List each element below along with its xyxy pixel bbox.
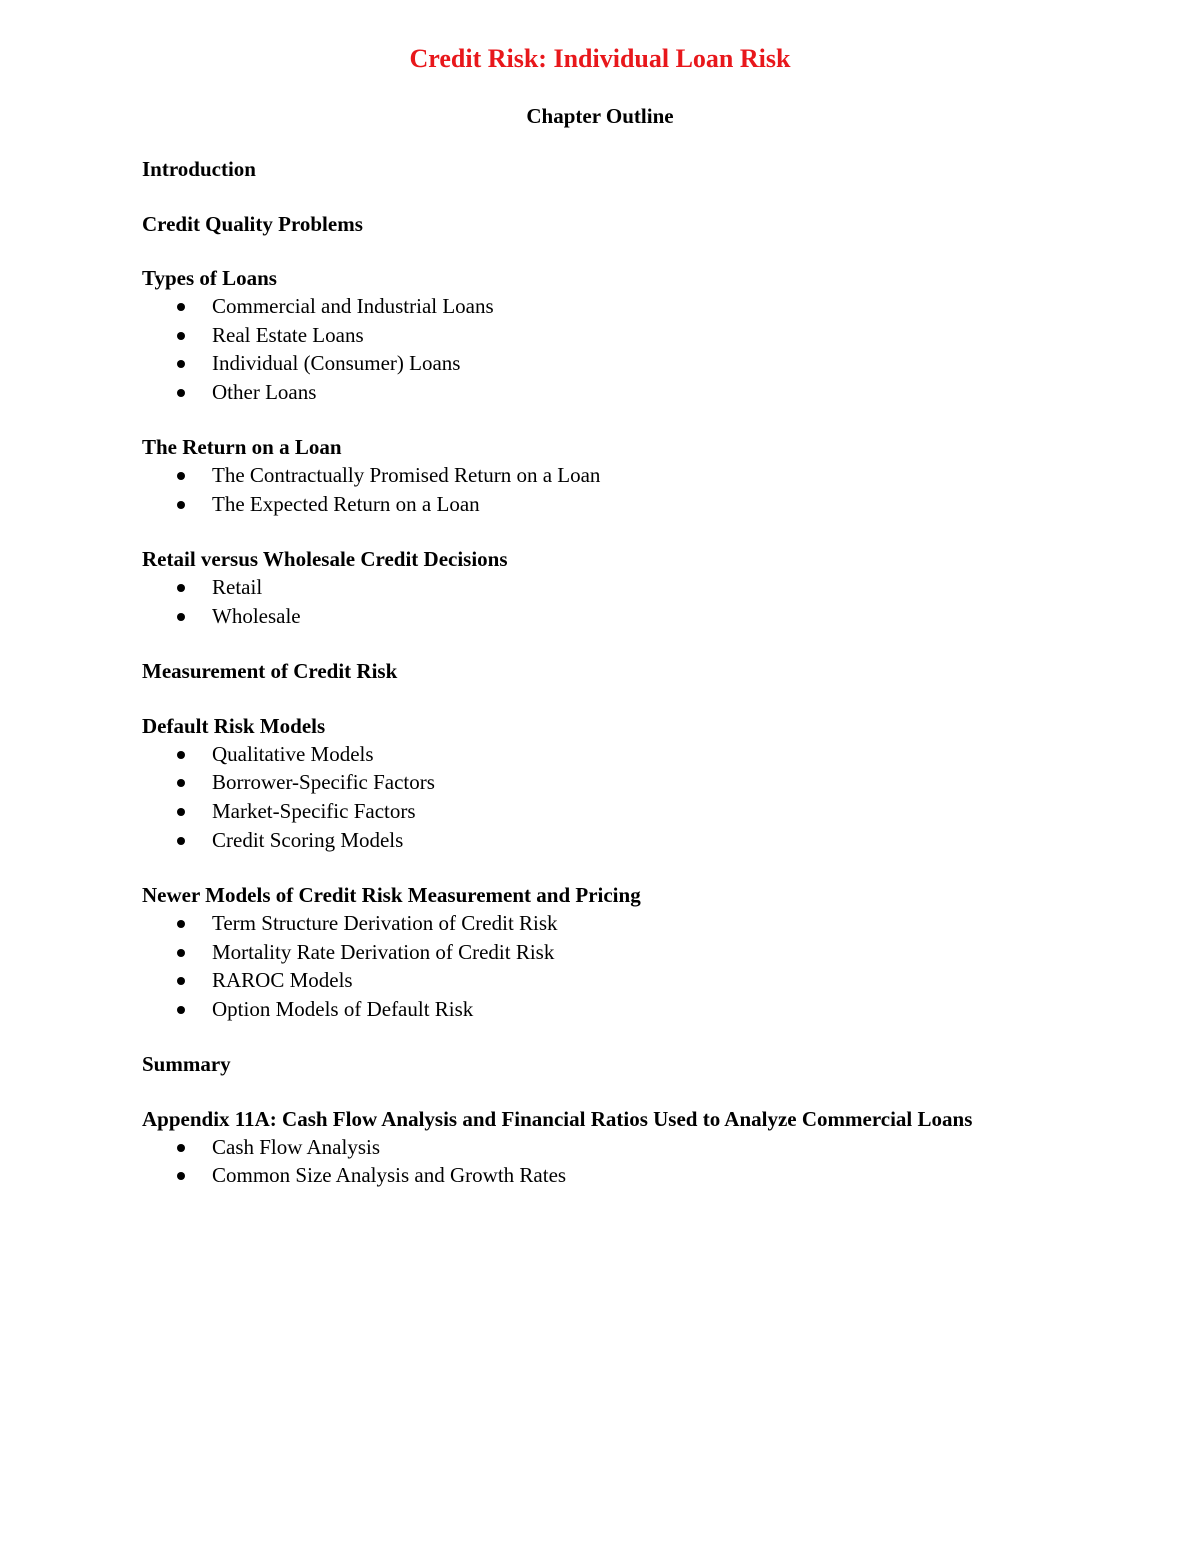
list-item-label: Qualitative Models	[212, 741, 374, 766]
outline-section	[142, 657, 1042, 685]
bullet-icon	[177, 501, 185, 509]
list-item-label: Option Models of Default Risk	[212, 997, 474, 1022]
document-title: Credit Risk: Individual Loan Risk	[409, 44, 791, 73]
list-item	[142, 995, 1042, 1024]
list-item	[142, 321, 1042, 350]
list-item	[142, 602, 1042, 631]
outline-body	[142, 155, 1042, 1217]
list-item	[142, 573, 1042, 602]
list-item	[142, 1161, 1042, 1190]
list-item-label: Other Loans	[212, 380, 317, 405]
outline-section	[142, 1050, 1042, 1078]
section-heading: Types of Loans	[142, 266, 277, 290]
section-heading: Default Risk Models	[142, 713, 326, 738]
list-item	[142, 826, 1042, 855]
outline-section	[142, 545, 1042, 630]
bullet-icon	[177, 360, 185, 368]
bullet-icon	[177, 808, 185, 816]
section-heading: Newer Models of Credit Risk Measurement and Pricing	[142, 882, 641, 907]
outline-section	[142, 1105, 1042, 1190]
list-item-label: Term Structure Derivation of Credit Risk	[212, 910, 558, 935]
bullet-list	[142, 740, 1042, 855]
list-item-label: Retail	[212, 575, 263, 600]
bullet-icon	[177, 920, 185, 928]
list-item	[142, 490, 1042, 519]
bullet-icon	[177, 1006, 185, 1014]
list-item	[142, 938, 1042, 967]
bullet-icon	[177, 613, 185, 621]
outline-section	[142, 155, 1042, 183]
list-item	[142, 909, 1042, 938]
list-item-label: Mortality Rate Derivation of Credit Risk	[212, 939, 555, 964]
bullet-list	[142, 909, 1042, 1024]
bullet-icon	[177, 1144, 185, 1152]
bullet-icon	[177, 389, 185, 397]
bullet-icon	[177, 584, 185, 592]
list-item	[142, 1133, 1042, 1162]
list-item	[142, 349, 1042, 378]
outline-section	[142, 712, 1042, 855]
section-heading: Retail versus Wholesale Credit Decisions	[142, 547, 508, 572]
list-item	[142, 797, 1042, 826]
section-heading: Measurement of Credit Risk	[142, 659, 398, 684]
list-item-label: Real Estate Loans	[212, 322, 364, 347]
list-item-label: Cash Flow Analysis	[212, 1134, 381, 1159]
bullet-list	[142, 1133, 1042, 1190]
outline-section	[142, 210, 1042, 238]
bullet-icon	[177, 949, 185, 957]
list-item-label: Market-Specific Factors	[212, 799, 416, 824]
list-item-label: The Contractually Promised Return on a Loan	[212, 463, 601, 488]
list-item-label: Wholesale	[212, 603, 301, 628]
list-item-label: The Expected Return on a Loan	[212, 492, 480, 517]
list-item	[142, 966, 1042, 995]
list-item	[142, 740, 1042, 769]
section-heading: Introduction	[142, 157, 256, 181]
outline-section	[142, 881, 1042, 1024]
outline-section	[142, 433, 1042, 518]
list-item	[142, 378, 1042, 407]
section-heading: Credit Quality Problems	[142, 211, 363, 236]
list-item-label: Common Size Analysis and Growth Rates	[212, 1163, 567, 1188]
bullet-icon	[177, 303, 185, 311]
list-item-label: Borrower-Specific Factors	[212, 770, 435, 795]
list-item	[142, 292, 1042, 321]
list-item	[142, 768, 1042, 797]
bullet-icon	[177, 472, 185, 480]
bullet-list	[142, 461, 1042, 518]
list-item-label: RAROC Models	[212, 968, 353, 993]
section-heading: Appendix 11A: Cash Flow Analysis and Financial Ratios Used to Analyze Commercial Loans	[142, 1106, 973, 1131]
list-item-label: Credit Scoring Models	[212, 827, 404, 852]
list-item-label: Commercial and Industrial Loans	[212, 294, 494, 318]
bullet-icon	[177, 837, 185, 845]
bullet-list	[142, 573, 1042, 630]
section-heading: The Return on a Loan	[142, 435, 342, 460]
list-item-label: Individual (Consumer) Loans	[212, 351, 461, 376]
bullet-icon	[177, 1172, 185, 1180]
chapter-outline-heading: Chapter Outline	[526, 104, 674, 128]
bullet-icon	[177, 779, 185, 787]
outline-section	[142, 264, 1042, 407]
bullet-icon	[177, 332, 185, 340]
list-item	[142, 461, 1042, 490]
bullet-icon	[177, 751, 185, 759]
bullet-icon	[177, 977, 185, 985]
section-heading: Summary	[142, 1052, 231, 1077]
bullet-list	[142, 292, 1042, 407]
